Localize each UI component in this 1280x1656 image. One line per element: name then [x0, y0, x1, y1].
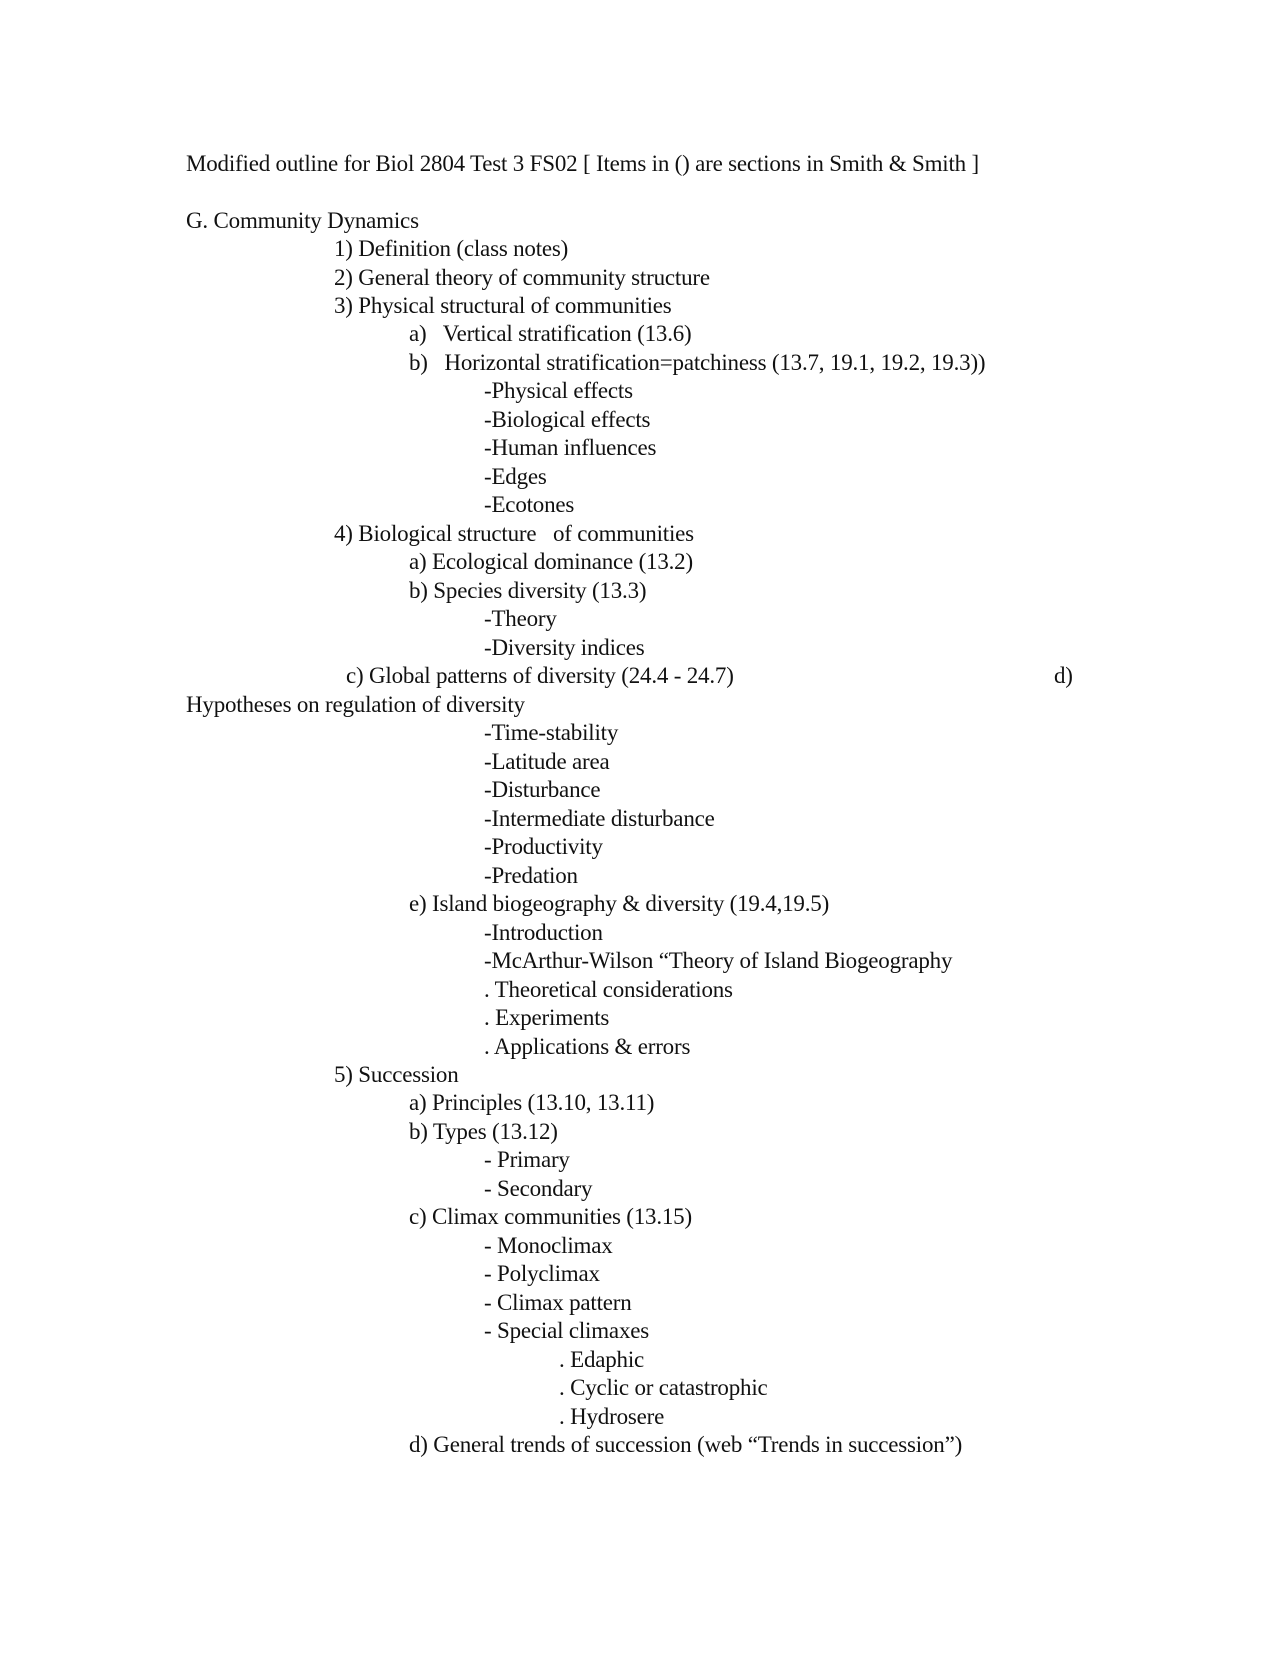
outline-bullet: . Applications & errors: [484, 1034, 691, 1059]
outline-subitem: c) Global patterns of diversity (24.4 - 24.7): [346, 663, 734, 688]
outline-bullet: - Climax pattern: [484, 1290, 632, 1315]
outline-subitem: b) Species diversity (13.3): [409, 578, 647, 603]
document-header: Modified outline for Biol 2804 Test 3 FS02 [ Items in () are sections in Smith & Smith ]: [186, 151, 979, 176]
outline-bullet: -Time-stability: [484, 720, 619, 745]
outline-bullet: -Edges: [484, 464, 547, 489]
outline-bullet: -Human influences: [484, 435, 657, 460]
outline-subitem: b) Types (13.12): [409, 1119, 558, 1144]
outline-bullet: -Predation: [484, 863, 578, 888]
outline-subitem: a) Ecological dominance (13.2): [409, 549, 693, 574]
outline-bullet: -Diversity indices: [484, 635, 645, 660]
outline-item: 1) Definition (class notes): [334, 236, 569, 261]
outline-bullet: - Secondary: [484, 1176, 593, 1201]
outline-bullet: -Productivity: [484, 834, 603, 859]
outline-item: 2) General theory of community structure: [334, 265, 710, 290]
outline-bullet: - Monoclimax: [484, 1233, 613, 1258]
outline-subitem: a) Principles (13.10, 13.11): [409, 1090, 655, 1115]
outline-item: 3) Physical structural of communities: [334, 293, 672, 318]
outline-subitem: c) Climax communities (13.15): [409, 1204, 692, 1229]
outline-bullet: . Theoretical considerations: [484, 977, 733, 1002]
outline-bullet: . Experiments: [484, 1005, 610, 1030]
outline-bullet: -Theory: [484, 606, 557, 631]
outline-item: 4) Biological structure of communities: [334, 521, 694, 546]
outline-bullet: -Ecotones: [484, 492, 575, 517]
outline-subbullet: . Cyclic or catastrophic: [559, 1375, 768, 1400]
section-title: G. Community Dynamics: [186, 208, 419, 233]
outline-subitem-marker: d): [1054, 663, 1073, 688]
outline-bullet: -McArthur-Wilson “Theory of Island Biogeography: [484, 948, 953, 973]
outline-bullet: - Primary: [484, 1147, 570, 1172]
outline-bullet: -Disturbance: [484, 777, 601, 802]
outline-subitem: d) General trends of succession (web “Trends in succession”): [409, 1432, 963, 1457]
outline-bullet: -Introduction: [484, 920, 603, 945]
outline-bullet: -Latitude area: [484, 749, 610, 774]
outline-subitem: a) Vertical stratification (13.6): [409, 321, 692, 346]
outline-bullet: - Special climaxes: [484, 1318, 650, 1343]
outline-bullet: -Biological effects: [484, 407, 651, 432]
outline-bullet: -Physical effects: [484, 378, 633, 403]
outline-bullet: -Intermediate disturbance: [484, 806, 715, 831]
outline-subbullet: . Hydrosere: [559, 1404, 665, 1429]
outline-subitem: b) Horizontal stratification=patchiness (13.7, 19.1, 19.2, 19.3)): [409, 350, 986, 375]
outline-item: 5) Succession: [334, 1062, 459, 1087]
outline-subitem: e) Island biogeography & diversity (19.4,19.5): [409, 891, 830, 916]
outline-subbullet: . Edaphic: [559, 1347, 645, 1372]
outline-subitem: Hypotheses on regulation of diversity: [186, 692, 525, 717]
outline-bullet: - Polyclimax: [484, 1261, 600, 1286]
